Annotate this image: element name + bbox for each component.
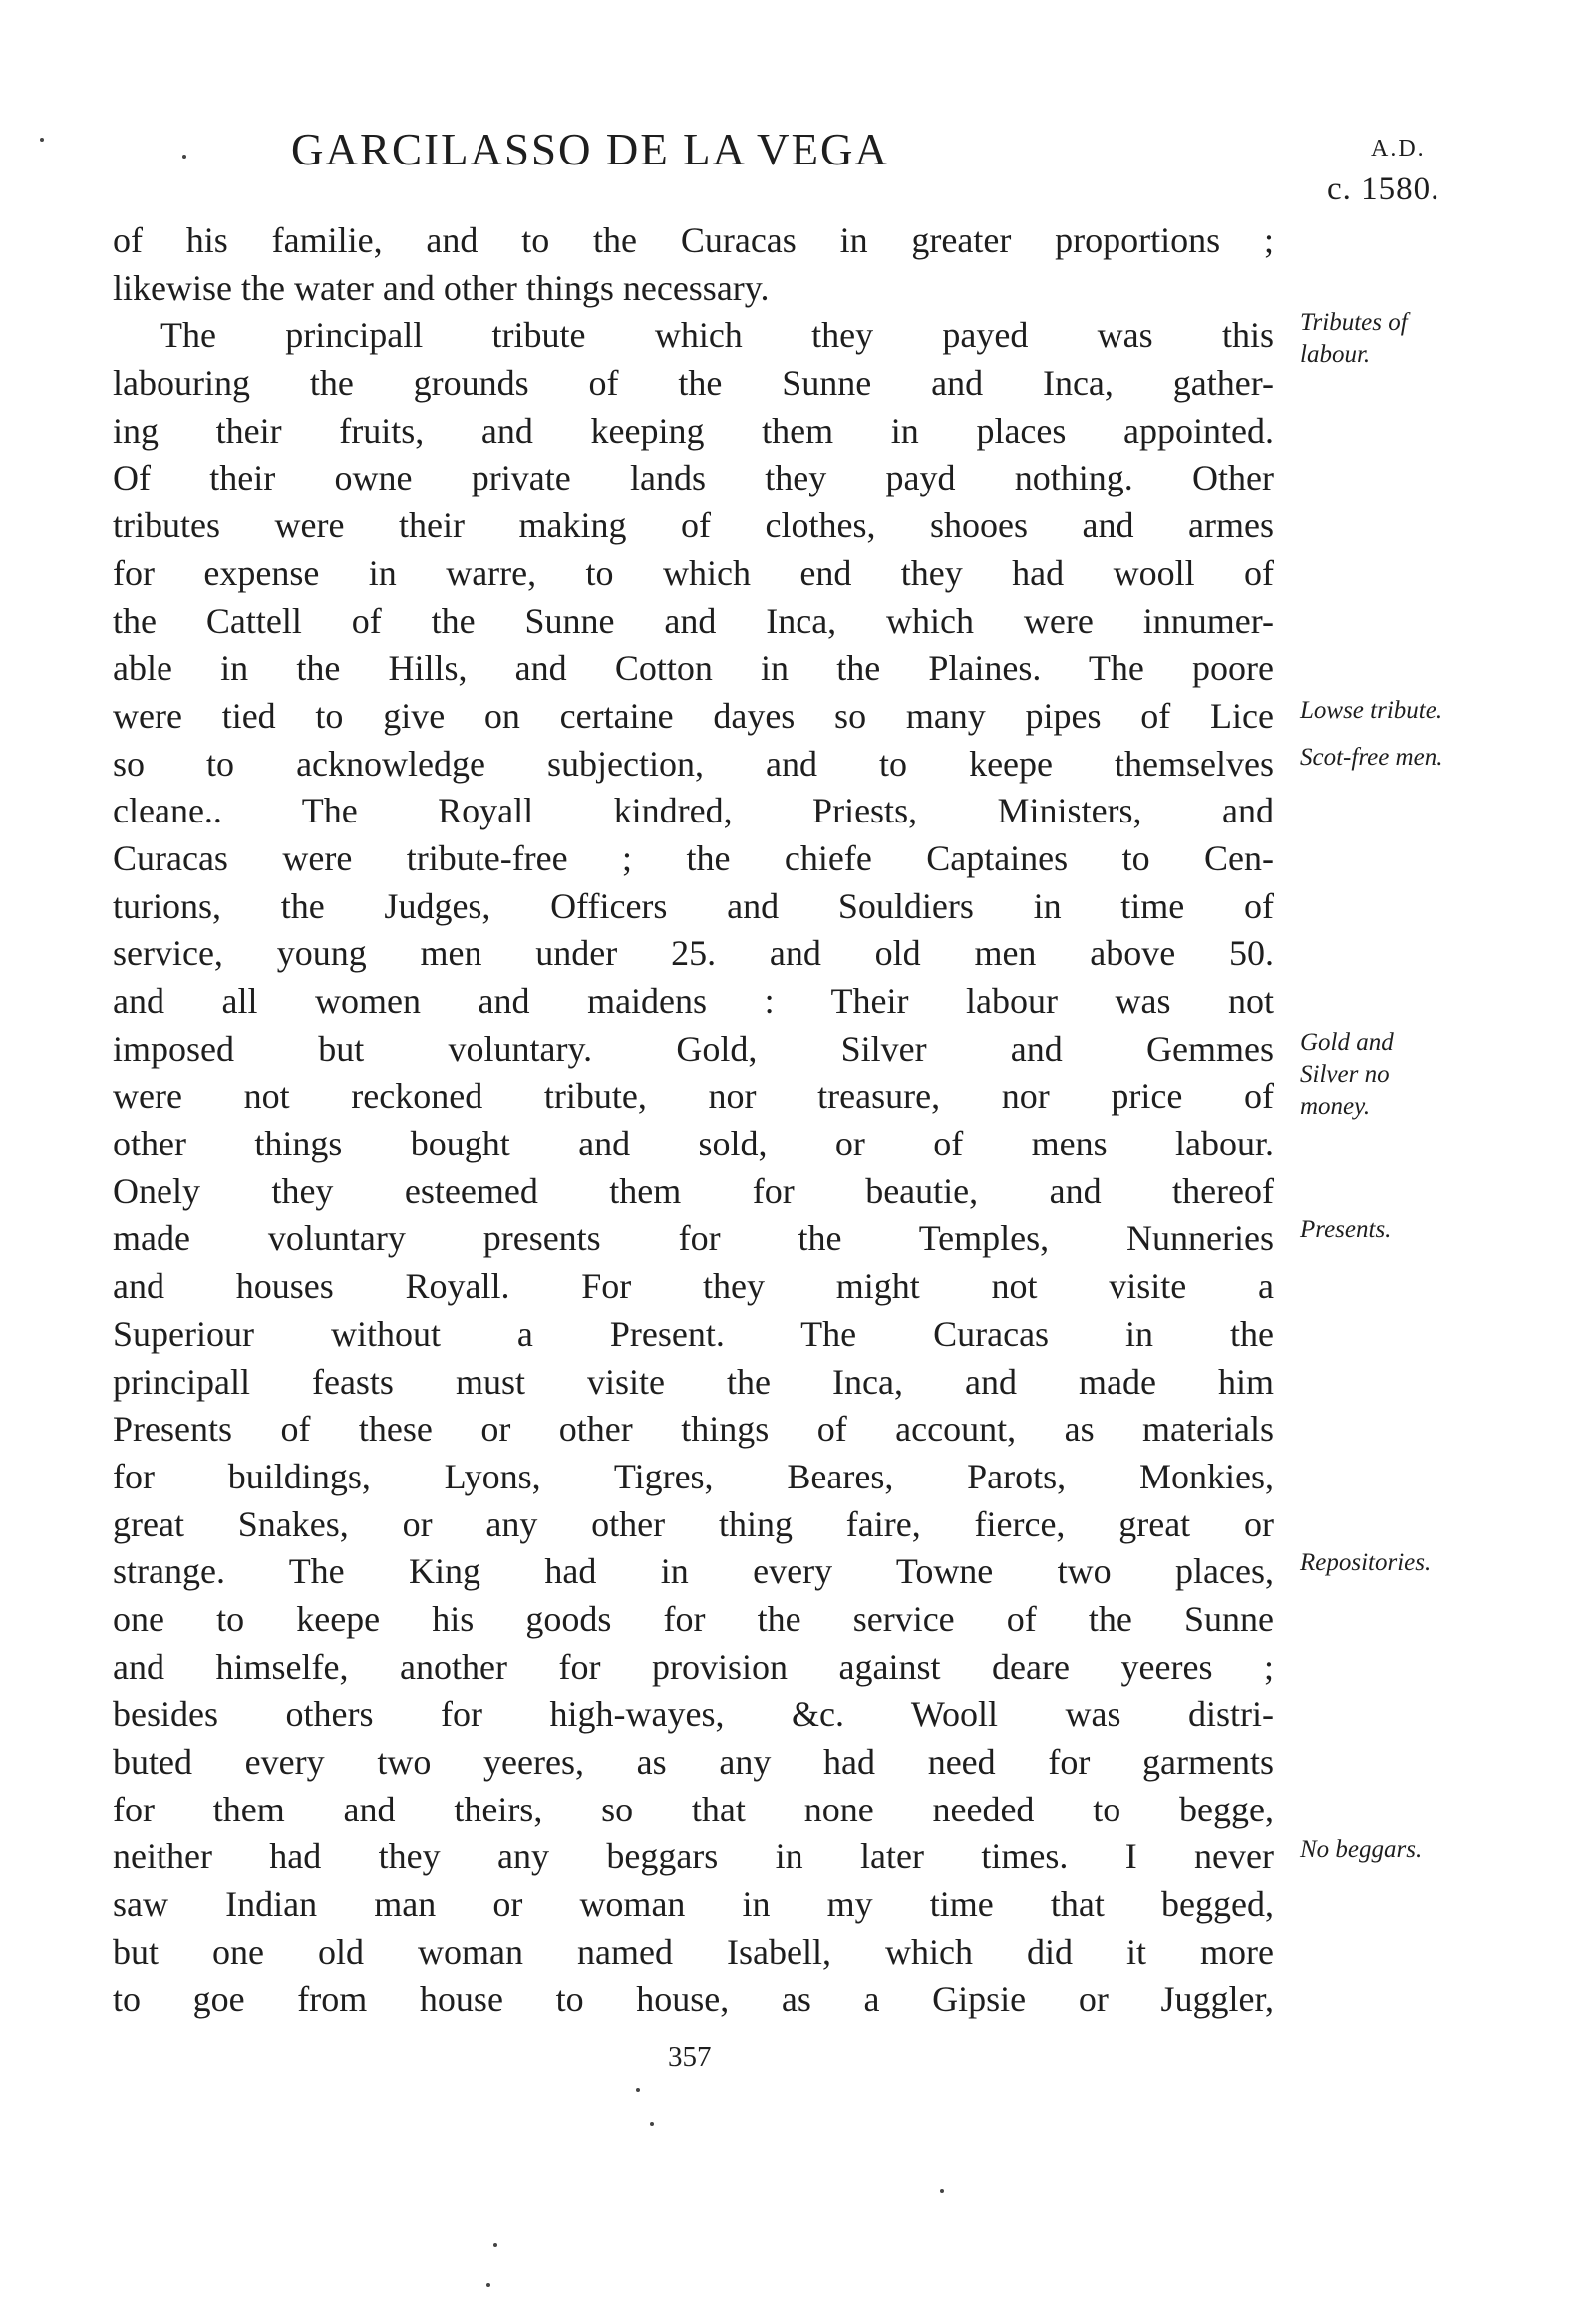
margin-note-line: Tributes of [1300, 309, 1408, 336]
text-line: turions, the Judges, Officers and Souldiers in time of [113, 885, 1274, 926]
text-line: tributes were their making of clothes, shooes and armes [113, 505, 1274, 546]
text-line: Curacas were tribute-free ; the chiefe Captaines to Cen- [113, 837, 1274, 878]
text-line: for buildings, Lyons, Tigres, Beares, Parots, Monkies, [113, 1456, 1274, 1496]
text-line: were tied to give on certaine dayes so many pipes of Lice [113, 695, 1274, 736]
text-line: besides others for high-wayes, &c. Wooll was distri- [113, 1694, 1274, 1735]
margin-note-line: Scot-free men. [1300, 744, 1443, 771]
text-line: made voluntary presents for the Temples, Nunneries [113, 1218, 1274, 1259]
text-line: labouring the grounds of the Sunne and Inca, gather- [113, 363, 1274, 404]
margin-note-line: Repositories. [1300, 1549, 1432, 1576]
date-value: c. 1580. [1327, 171, 1440, 207]
text-line: the Cattell of the Sunne and Inca, which were innumer- [113, 600, 1274, 641]
scan-speck [650, 2122, 654, 2126]
running-head: GARCILASSO DE LA VEGA [291, 125, 889, 174]
text-line: strange. The King had in every Towne two places, [113, 1551, 1274, 1592]
text-line: and himselfe, another for provision against deare yeeres ; [113, 1646, 1274, 1687]
text-line: Of their owne private lands they payd nothing. Other [113, 458, 1274, 498]
scan-speck [493, 2243, 497, 2247]
scan-speck [636, 2088, 640, 2092]
scan-speck [486, 2283, 490, 2287]
body-text [113, 217, 1274, 2024]
text-line: for them and theirs, so that none needed to begge, [113, 1789, 1274, 1829]
text-line: one to keepe his goods for the service of the Sunne [113, 1598, 1274, 1639]
margin-note-line: Presents. [1300, 1216, 1392, 1243]
text-line: but one old woman named Isabell, which did it more [113, 1931, 1274, 1972]
margin-note-beggars [1300, 1834, 1422, 1866]
margin-note-line: labour. [1300, 341, 1371, 368]
text-line: were not reckoned tribute, nor treasure, nor price of [113, 1076, 1274, 1117]
text-line: service, young men under 25. and old men above 50. [113, 933, 1274, 974]
text-line: and all women and maidens : Their labour was not [113, 981, 1274, 1021]
text-line: to goe from house to house, as a Gipsie or Juggler, [113, 1979, 1274, 2020]
scan-speck [182, 155, 186, 159]
margin-note-line: Silver no [1300, 1061, 1390, 1088]
margin-note-repositories [1300, 1547, 1431, 1579]
text-line: Onely they esteemed them for beautie, and thereof [113, 1170, 1274, 1211]
margin-note-line: Lowse tribute. [1300, 697, 1443, 724]
text-line: ing their fruits, and keeping them in places appointed. [113, 410, 1274, 451]
text-line: buted every two yeeres, as any had need for garments [113, 1742, 1274, 1782]
text-line: saw Indian man or woman in my time that begged, [113, 1884, 1274, 1925]
text-line: for expense in warre, to which end they had wooll of [113, 552, 1274, 593]
text-line: so to acknowledge subjection, and to keepe themselves [113, 743, 1274, 784]
text-line: The principall tribute which they payed was this [160, 315, 1274, 356]
margin-note-tributes [1300, 307, 1408, 371]
margin-note-line: No beggars. [1300, 1836, 1423, 1863]
text-line: cleane.. The Royall kindred, Priests, Ministers, and [113, 791, 1274, 831]
text-line: likewise the water and other things necessary. [113, 267, 770, 308]
scan-speck [940, 2189, 944, 2193]
margin-note-presents [1300, 1214, 1391, 1246]
margin-note-scotfree [1300, 742, 1442, 774]
text-line: principall feasts must visite the Inca, and made him [113, 1361, 1274, 1402]
text-line: imposed but voluntary. Gold, Silver and Gemmes [113, 1028, 1274, 1069]
text-line: other things bought and sold, or of mens labour. [113, 1124, 1274, 1164]
text-line: Presents of these or other things of account, as materials [113, 1409, 1274, 1450]
margin-note-lowse [1300, 695, 1442, 727]
text-line: neither had they any beggars in later times. I never [113, 1836, 1274, 1877]
margin-note-line: money. [1300, 1093, 1371, 1120]
margin-note-line: Gold and [1300, 1029, 1394, 1056]
margin-note-gold [1300, 1027, 1394, 1123]
text-line: and houses Royall. For they might not visite a [113, 1266, 1274, 1307]
scan-speck [40, 138, 44, 142]
text-line: Superiour without a Present. The Curacas in the [113, 1313, 1274, 1354]
date-label: A.D. [1371, 136, 1426, 162]
text-line: able in the Hills, and Cotton in the Plaines. The poore [113, 648, 1274, 689]
text-line: great Snakes, or any other thing faire, fierce, great or [113, 1503, 1274, 1544]
text-line: of his familie, and to the Curacas in greater proportions ; [113, 220, 1274, 260]
page-number: 357 [668, 2041, 712, 2073]
